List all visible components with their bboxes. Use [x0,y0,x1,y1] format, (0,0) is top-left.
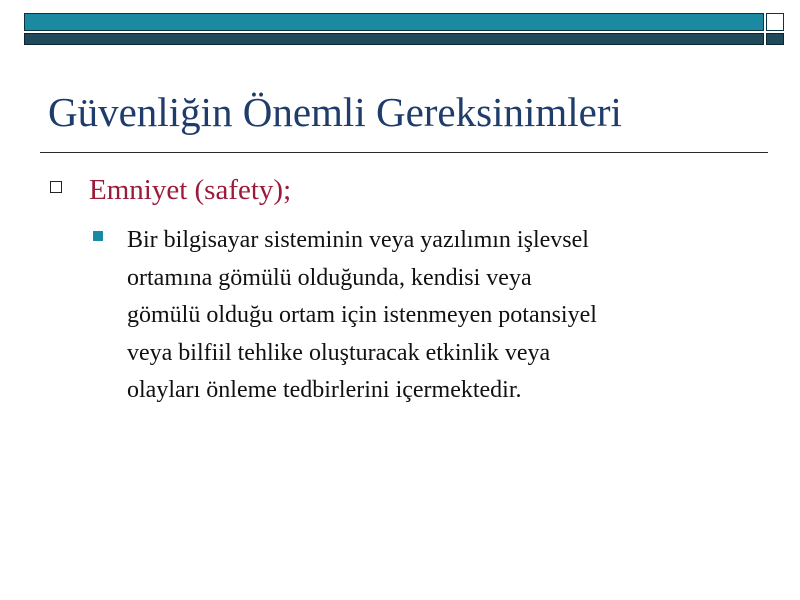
header-accent-square-top [766,13,784,31]
title-divider [40,152,768,153]
bullet-level2-text: Bir bilgisayar sisteminin veya yazılımın işlevsel ortamına gömülü olduğunda, kendisi veya gömülü olduğu ortam için istenmeyen potansiyel veya bilfiil tehlike oluşturacak etkinlik veya olayları önleme tedbirlerini içermektedir. [127,227,597,403]
bullet-level1-text: Emniyet (safety); [89,174,292,206]
filled-square-bullet-icon [93,231,103,241]
header-accent-square-bottom [766,33,784,45]
bullet-level1 [50,174,291,206]
header-accent-bar [24,13,764,31]
hollow-square-bullet-icon [50,181,62,193]
slide-title: Güvenliğin Önemli Gereksinimleri [48,89,622,135]
header-accent-bar-secondary [24,33,764,45]
bullet-level2 [93,222,753,410]
